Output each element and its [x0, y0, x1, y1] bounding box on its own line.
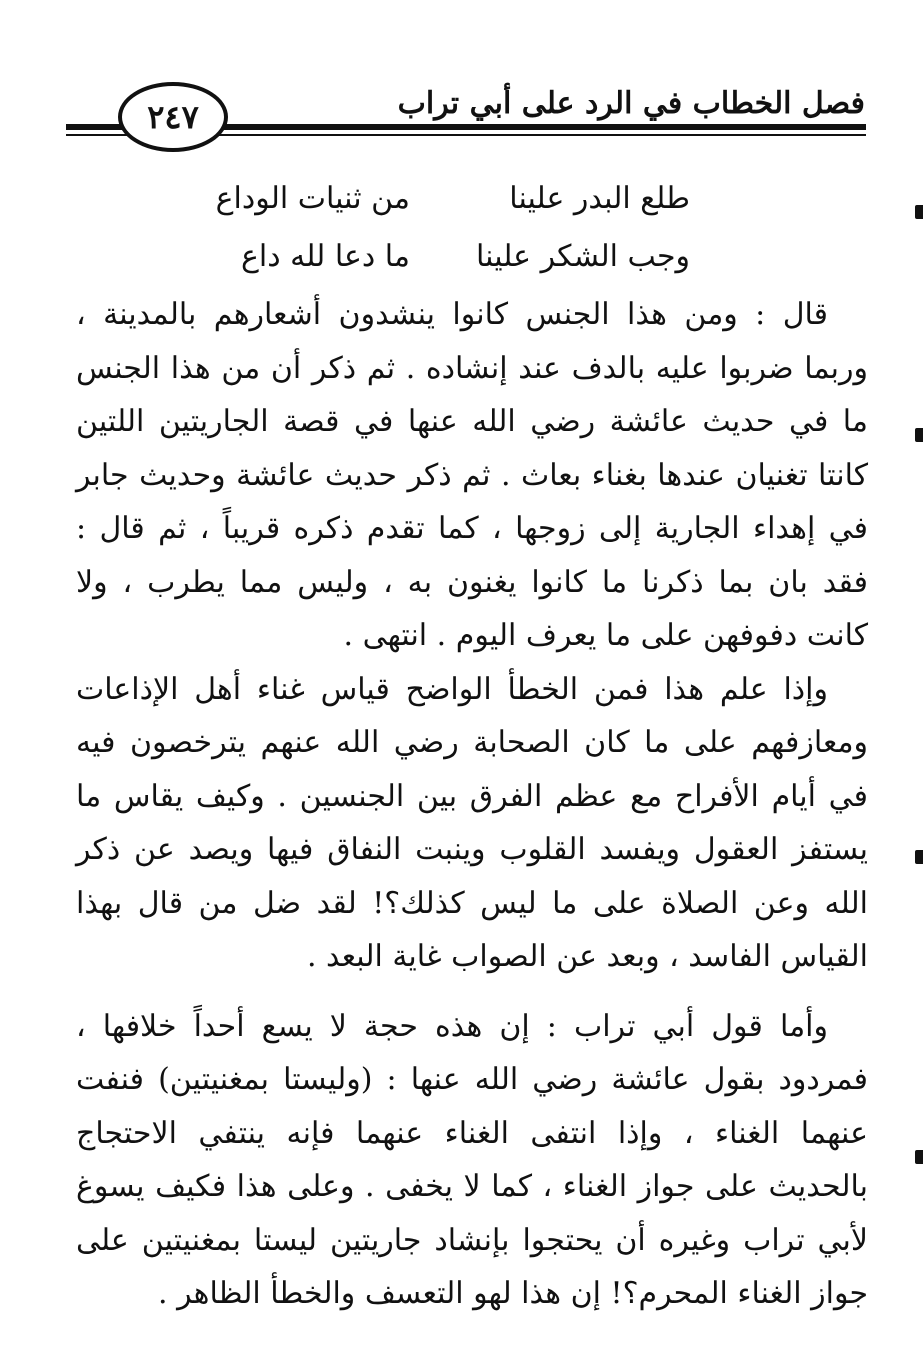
poem-hemistich-second: ما دعا لله داع: [241, 239, 410, 274]
page-edge-mark: [915, 428, 923, 442]
paragraph: وإذا علم هذا فمن الخطأ الواضح قياس غناء أهل الإذاعات ومعازفهم على ما كان الصحابة رضي الله عنهم يترخصون فيه في أيام الأفراح مع عظم الفرق بين الجنسين . وكيف يقاس ما يستفز العقول ويفسد القلوب وينبت النفاق فيها ويصد عن ذكر الله وعن الصلاة على ما ليس كذلك؟! لقد ضل من قال بهذا القياس الفاسد ، وبعد عن الصواب غاية البعد .: [76, 671, 868, 974]
poem-block: [150, 170, 710, 286]
body-text: [76, 288, 868, 1321]
poem-hemistich-first: طلع البدر علينا: [509, 181, 690, 216]
poem-line: [150, 170, 710, 228]
poem-line: [150, 228, 710, 286]
paragraph: قال : ومن هذا الجنس كانوا ينشدون أشعارهم بالمدينة ، وربما ضربوا عليه بالدف عند إنشاده . ثم ذكر أن من هذا الجنس ما في حديث عائشة رضي الله عنها في قصة الجاريتين اللتين كانتا تغنيان عندها بغناء بعاث . ثم ذكر حديث عائشة وحديث جابر في إهداء الجارية إلى زوجها ، كما تقدم ذكره قريباً ، ثم قال : فقد بان بما ذكرنا ما كانوا يغنون به ، وليس مما يطرب ، ولا كانت دفوفهن على ما يعرف اليوم . انتهى .: [76, 297, 868, 653]
page-edge-mark: [915, 205, 923, 219]
poem-hemistich-first: وجب الشكر علينا: [476, 239, 690, 274]
page-number: ٢٤٧: [118, 82, 228, 152]
running-header-title: فصل الخطاب في الرد على أبي تراب: [397, 86, 865, 121]
page-edge-mark: [915, 850, 923, 864]
poem-hemistich-second: من ثنيات الوداع: [215, 181, 410, 216]
page-edge-mark: [915, 1150, 923, 1164]
paragraph: وأما قول أبي تراب : إن هذه حجة لا يسع أحداً خلافها ، فمردود بقول عائشة رضي الله عنها : (وليستا بمغنيتين) فنفت عنهما الغناء ، وإذا انتفى الغناء عنهما فإنه ينتفي الاحتجاج بالحديث على جواز الغناء ، كما لا يخفى . وعلى هذا فكيف يسوغ لأبي تراب وغيره أن يحتجوا بإنشاد جاريتين ليستا بمغنيتين على جواز الغناء المحرم؟! إن هذا لهو التعسف والخطأ الظاهر .: [76, 1008, 868, 1311]
